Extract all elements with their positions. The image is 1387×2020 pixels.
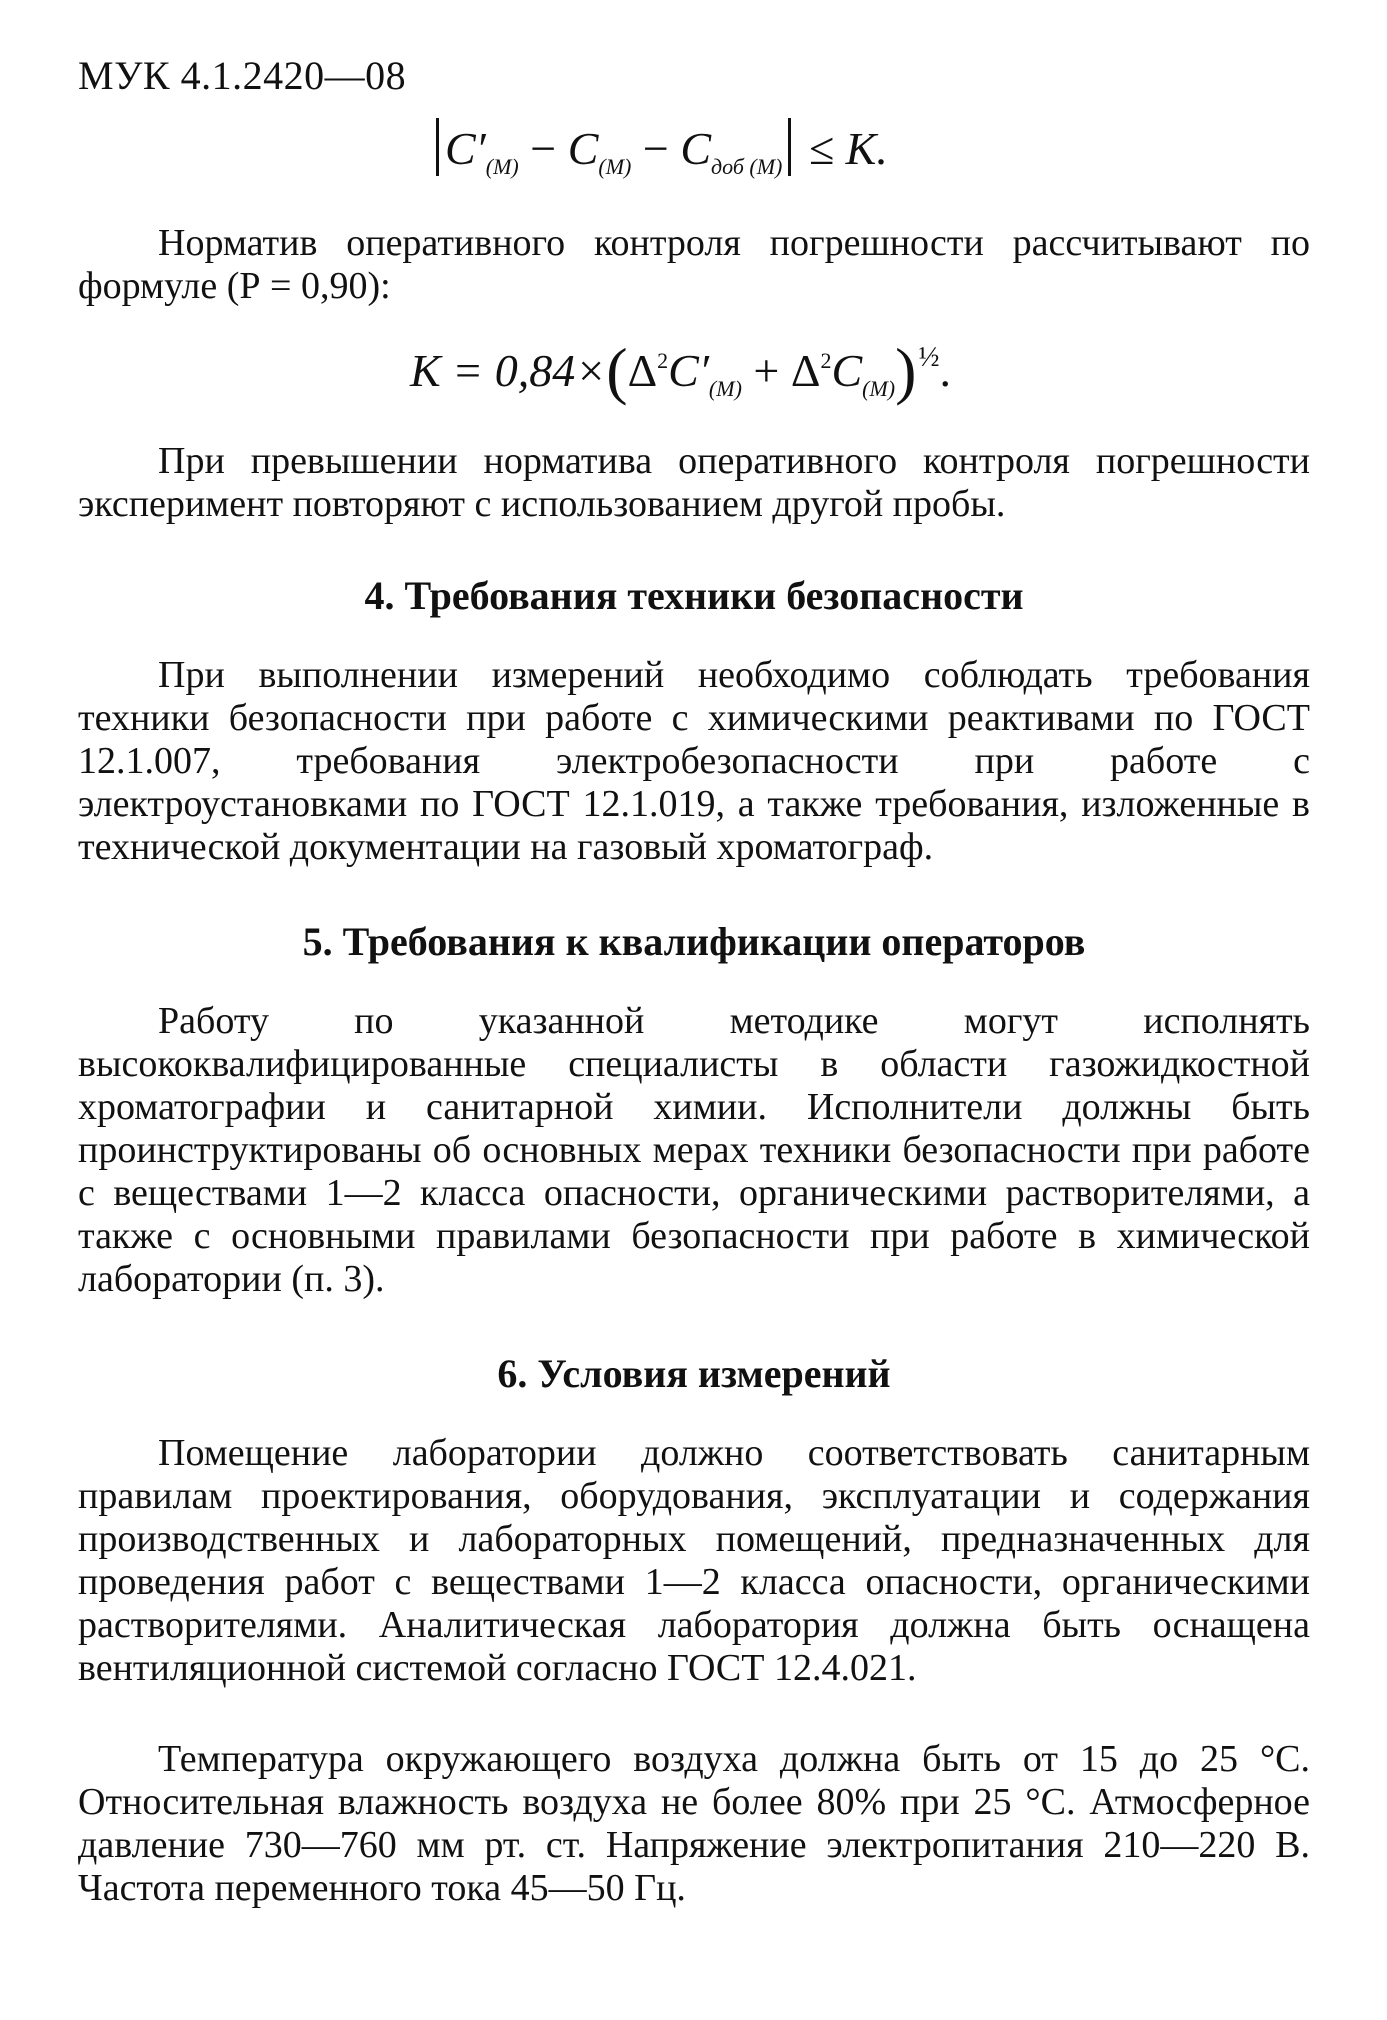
- formula2-paren-open: (: [606, 335, 628, 406]
- formula1-c-dob: C: [680, 123, 711, 174]
- formula1-sub-m-2: (M): [598, 154, 632, 179]
- formula2-c: C: [831, 345, 863, 396]
- paragraph-section-6-conditions: Температура окружающего воздуха должна быть от 15 до 25 °С. Относительная влажность воздуха не более 80% при 25 °С. Атмосферное давление 730—760 мм рт. ст. Напряжение электропитания 210—220 В. Частота переменного тока 45—50 Гц.: [78, 1738, 1310, 1909]
- formula2-c-prime: C′: [668, 345, 709, 396]
- formula2-sup-2: 2: [820, 348, 832, 373]
- formula-tolerance: [430, 118, 888, 195]
- formula2-k-eq: K = 0,84×: [410, 345, 607, 396]
- formula1-minus-2: −: [642, 123, 669, 174]
- formula-norm-k: [410, 330, 951, 417]
- formula1-c: C: [567, 123, 599, 174]
- heading-section-6: 6. Условия измерений: [497, 1351, 891, 1396]
- paragraph-exceed-norm: При превышении норматива оперативного контроля погрешности эксперимент повторяют с использованием другой пробы.: [78, 440, 1310, 525]
- formula2-sub-m-1: (M): [708, 376, 742, 401]
- formula2-delta-1: Δ: [627, 345, 658, 396]
- heading-section-5: 5. Требования к квалификации операторов: [302, 919, 1086, 964]
- formula2-end: .: [939, 345, 951, 396]
- paragraph-norm-formula: Норматив оперативного контроля погрешности рассчитывают по формуле (Р = 0,90):: [78, 222, 1310, 307]
- formula2-sup-1: 2: [657, 348, 669, 373]
- formula2-paren-close: ): [895, 335, 917, 406]
- paragraph-section-5: Работу по указанной методике могут исполнять высококвалифицированные специалисты в области газожидкостной хроматографии и санитарной химии. Исполнители должны быть проинструктированы об основных мерах техники безопасности при работе с веществами 1—2 класса опасности, органическими растворителями, а также с основными правилами безопасности при работе в химической лаборатории (п. 3).: [78, 1000, 1310, 1300]
- formula1-sub-m-1: (M): [485, 154, 519, 179]
- formula1-c-prime: C′: [445, 123, 486, 174]
- abs-bar-left: [436, 118, 439, 176]
- abs-bar-right: [788, 118, 791, 176]
- document-header: МУК 4.1.2420—08: [78, 53, 407, 98]
- formula1-minus-1: −: [530, 123, 557, 174]
- formula2-sub-m-2: (M): [862, 376, 896, 401]
- formula2-power: ½: [918, 342, 940, 373]
- formula2-delta-2: Δ: [790, 345, 821, 396]
- heading-section-4: 4. Требования техники безопасности: [364, 573, 1024, 618]
- formula1-sub-dob: доб (M): [711, 154, 783, 179]
- formula1-le-k: ≤ K.: [808, 123, 888, 174]
- paragraph-section-6-room: Помещение лаборатории должно соответствовать санитарным правилам проектирования, оборудования, эксплуатации и содержания производственных и лабораторных помещений, предназначенных для проведения работ с веществами 1—2 класса опасности, органическими растворителями. Аналитическая лаборатория должна быть оснащена вентиляционной системой согласно ГОСТ 12.4.021.: [78, 1432, 1310, 1689]
- paragraph-section-4: При выполнении измерений необходимо соблюдать требования техники безопасности при работе с химическими реактивами по ГОСТ 12.1.007, требования электробезопасности при работе с электроустановками по ГОСТ 12.1.019, а также требования, изложенные в технической документации на газовый хроматограф.: [78, 654, 1310, 868]
- formula2-plus: +: [741, 345, 791, 396]
